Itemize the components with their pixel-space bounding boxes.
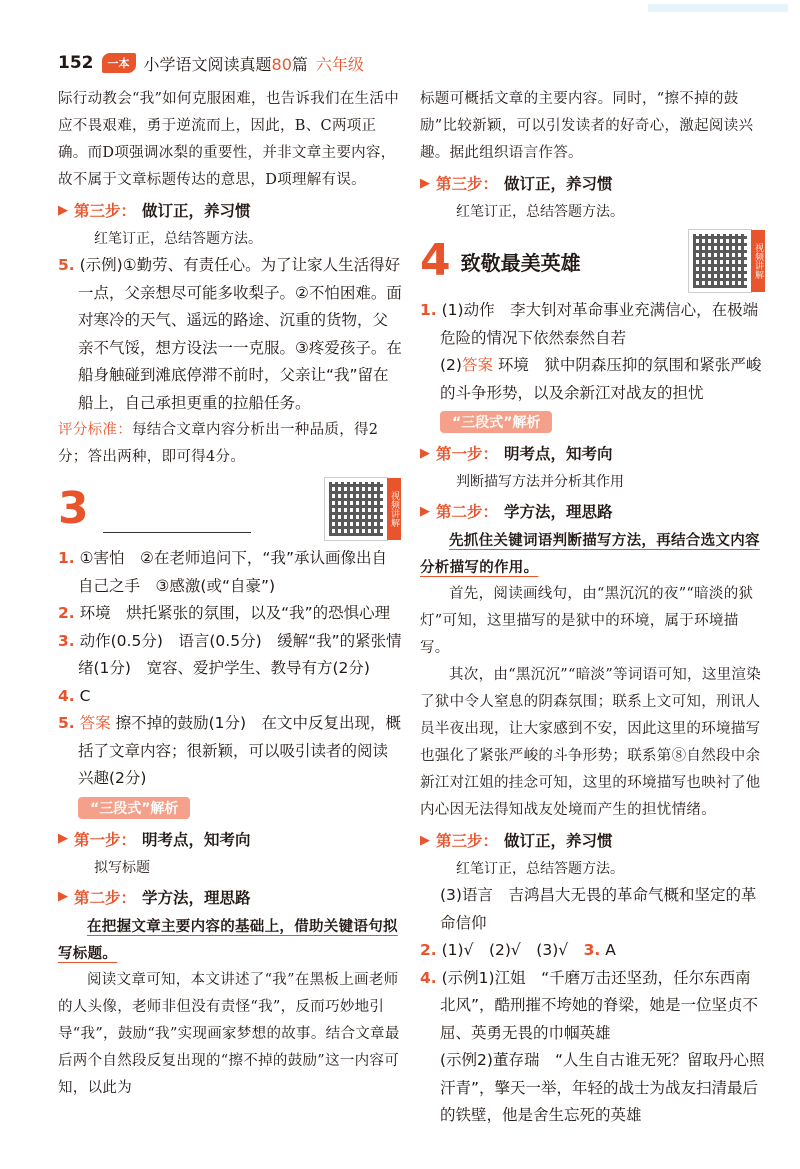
left-column xyxy=(58,86,402,1102)
step-one-detail: 拟写标题 xyxy=(94,859,150,876)
step-three-heading-b: ▶ 第三步： 做订正，养习惯 xyxy=(420,832,613,850)
section-3-header xyxy=(58,477,402,541)
answer-item-1-3: (3)语言 吉鸿昌大无畏的革命气概和坚定的革命信仰 xyxy=(440,886,757,932)
video-tag: 视频讲解 xyxy=(387,478,401,540)
step-three-detail: 红笔订正，总结答题方法。 xyxy=(456,204,624,220)
title-blank-line xyxy=(103,532,251,533)
step-three-heading: ▶ 第三步： 做订正，养习惯 xyxy=(420,175,613,193)
analysis-paragraph-1: 首先，阅读画线句，由“黑沉沉的夜”“暗淡的狱灯”可知，这里描写的是狱中的环境，属于环境描写。 xyxy=(420,586,754,656)
intro-paragraph: 际行动教会“我”如何克服困难，也告诉我们在生活中应不畏艰难，勇于逆流而上，因此，B、C两项正确。而D项强调冰梨的重要性，并非文章主要内容，故不属于文章标题传达的意思，D项理解有误。 xyxy=(58,91,400,188)
answer-item-4: 4. (示例1)江姐 “千磨万击还坚劲，任尔东西南北风”，酷刑摧不垮她的脊梁，她是一位坚贞不屈、英勇无畏的巾帼英雄 xyxy=(420,968,759,1042)
grade-label: 六年级 xyxy=(315,54,364,74)
section-title: 致敬最美英雄 xyxy=(460,250,581,275)
triangle-icon: ▶ xyxy=(58,889,68,904)
section-number: 3 xyxy=(58,483,89,534)
triangle-icon: ▶ xyxy=(420,175,430,191)
continued-paragraph: 标题可概括文章的主要内容。同时，“擦不掉的鼓励”比较新颖，可以引发读者的好奇心，激起阅读兴趣。据此组织语言作答。 xyxy=(420,91,754,161)
step-three-heading: ▶ 第三步： 做订正，养习惯 xyxy=(58,202,251,220)
book-title: 小学语文阅读真题80篇 xyxy=(143,54,308,74)
answer-item-4-b: (示例2)董存瑞 “人生自古谁无死？留取丹心照汗青”，擎天一举，年轻的战士为战友扫清最后的铁壁，他是舍生忘死的英雄 xyxy=(440,1051,765,1124)
video-tag: 视频讲解 xyxy=(751,230,765,292)
step-three-detail: 红笔订正，总结答题方法。 xyxy=(94,231,262,247)
right-column xyxy=(420,86,766,1130)
answer-item-1: 1. (1)动作 李大钊对革命事业充满信心，在极端危险的情况下依然泰然自若 xyxy=(420,301,759,347)
step-three-detail-b: 红笔订正，总结答题方法。 xyxy=(456,861,624,877)
analysis-badge: “三段式”解析 xyxy=(440,411,552,433)
section-number: 4 xyxy=(420,235,451,286)
page-number: 152 xyxy=(58,53,94,73)
page-header xyxy=(58,48,364,78)
triangle-icon: ▶ xyxy=(420,445,430,461)
triangle-icon: ▶ xyxy=(58,831,68,846)
answer-item-4: 4. C xyxy=(58,686,91,705)
qr-code[interactable] xyxy=(324,477,399,541)
scoring-criteria: 评分标准：每结合文章内容分析出一种品质，得2分；答出两种，即可得4分。 xyxy=(58,422,379,465)
step-two-heading: ▶ 第二步： 学方法，理思路 xyxy=(420,503,613,521)
answer-item-2: 2. 环境 烘托紧张的氛围，以及“我”的恐惧心理 xyxy=(58,604,391,622)
analysis-badge: “三段式”解析 xyxy=(78,797,190,819)
step-two-heading: ▶ 第二步： 学方法，理思路 xyxy=(58,888,251,907)
triangle-icon: ▶ xyxy=(420,503,430,519)
top-decor-bar xyxy=(648,4,788,12)
brand-logo: 一本 xyxy=(102,53,136,73)
step-one-heading: ▶ 第一步： 明考点，知考向 xyxy=(58,830,251,849)
section-4-header xyxy=(420,229,766,293)
step-one-heading: ▶ 第一步： 明考点，知考向 xyxy=(420,445,613,463)
answer-item-3: 3. 动作(0.5分) 语言(0.5分) 缓解“我”的紧张情绪(1分) 宽容、爱护学生、教导有方(2分) xyxy=(58,631,402,677)
step-two-method: 在把握文章主要内容的基础上，借助关键语句拟写标题。 xyxy=(58,917,398,962)
answer-item-1-2: (2)答案 环境 狱中阴森压抑的氛围和紧张严峻的斗争形势，以及余新江对战友的担忧 xyxy=(440,356,762,402)
answer-item-1: 1. ①害怕 ②在老师追问下，“我”承认画像出自自己之手 ③感激(或“自豪”) xyxy=(58,549,387,595)
answer-item-5b: 5. 答案 擦不掉的鼓励(1分) 在文中反复出现，概括了文章内容；很新颖，可以吸引读者的阅读兴趣(2分) xyxy=(58,714,402,787)
answer-item-2-3: 2. (1)√ (2)√ (3)√ 3. A xyxy=(420,941,616,959)
analysis-paragraph-2: 其次，由“黑沉沉”“暗淡”等词语可知，这里渲染了狱中令人窒息的阴森氛围；联系上文可知，刑讯人员半夜出现，让大家感到不安，因此这里的环境描写也强化了紧张严峻的斗争形势；联系第⑧自然段中余新江对江姐的挂念可知，这里的环境描写也映衬了他内心因无法得知战友处境而产生的担忧情绪。 xyxy=(420,667,762,818)
step-two-analysis: 阅读文章可知，本文讲述了“我”在黑板上画老师的人头像，老师非但没有责怪“我”，反而巧妙地引导“我”，鼓励“我”实现画家梦想的故事。结合文章最后两个自然段反复出现的“擦不掉的鼓励”这一内容可知，以此为 xyxy=(58,971,400,1096)
step-two-method: 先抓住关键词语判断描写方法，再结合选文内容分析描写的作用。 xyxy=(420,532,760,576)
qr-code[interactable] xyxy=(688,229,763,293)
triangle-icon: ▶ xyxy=(420,832,430,848)
triangle-icon: ▶ xyxy=(58,202,68,218)
step-one-detail: 判断描写方法并分析其作用 xyxy=(456,474,624,490)
answer-item-5: 5. (示例)①勤劳、有责任心。为了让家人生活得好一点，父亲想尽可能多收梨子。②不怕困难。面对寒冷的天气、遥远的路途、沉重的货物，父亲不气馁，想方设法一一克服。③疼爱孩子。在船身触碰到滩底停滞不前时，父亲让“我”留在船上，自己承担更重的拉船任务。 xyxy=(58,256,402,412)
